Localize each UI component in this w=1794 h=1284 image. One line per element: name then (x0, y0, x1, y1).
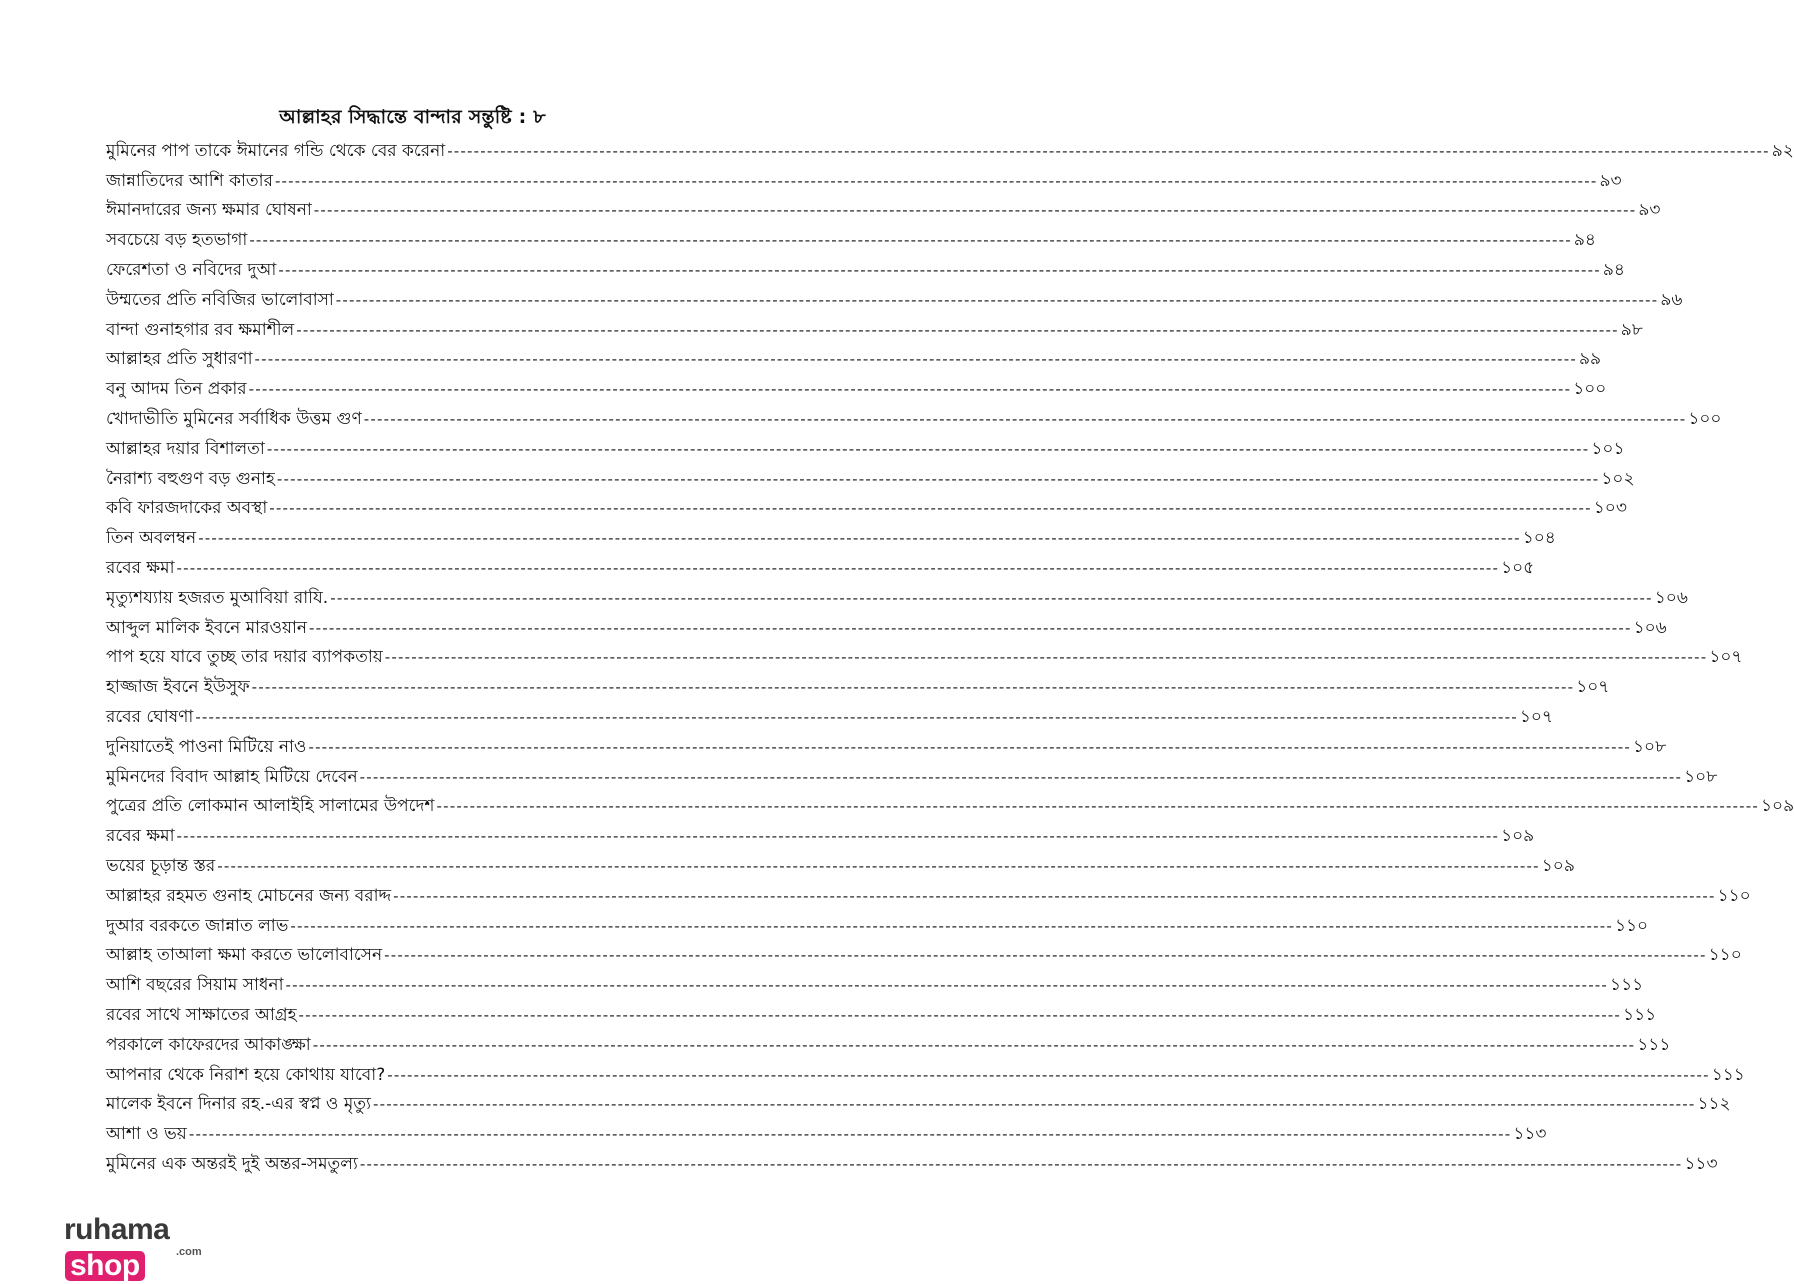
toc-entry-page: ১০৩ (1593, 498, 1627, 519)
toc-entry-title: ঈমানদারের জন্য ক্ষমার ঘোষনা (106, 200, 312, 221)
toc-entry-page: ১১১ (1637, 1034, 1671, 1055)
toc-entry (106, 132, 1794, 162)
publisher-logo (64, 1212, 234, 1282)
toc-entry-title: আল্লাহ তাআলা ক্ষমা করতে ভালোবাসেন (106, 945, 383, 966)
toc-entry-page: ১০০ (1688, 408, 1722, 429)
toc-entry-title: আশা ও ভয় (106, 1124, 187, 1145)
toc-entry (106, 877, 1751, 907)
toc-entry (106, 937, 1742, 967)
toc-leader-dashes: -------------------------------------------------------------------------------------------------------------------------------------------------------------------------------------------------------- (330, 588, 1653, 607)
toc-entry-title: উম্মতের প্রতি নবিজির ভালোবাসা (106, 289, 334, 310)
toc-entry-title: বান্দা গুনাহগার রব ক্ষমাশীল (106, 319, 295, 340)
table-of-contents (106, 132, 1794, 1175)
toc-leader-dashes: -------------------------------------------------------------------------------------------------------------------------------------------------------------------------------------------------------- (308, 737, 1631, 756)
toc-entry (106, 817, 1535, 847)
toc-leader-dashes: -------------------------------------------------------------------------------------------------------------------------------------------------------------------------------------------------------- (372, 1095, 1696, 1114)
toc-entry-page: ১০৮ (1632, 736, 1667, 757)
toc-entry-title: মুমিনের এক অন্তরই দুই অন্তর-সমতুল্য (106, 1153, 358, 1174)
toc-entry-title: দুনিয়াতেই পাওনা মিটিয়ে নাও (106, 736, 307, 757)
toc-entry (106, 1145, 1718, 1175)
toc-entry-title: আল্লাহর রহমত গুনাহ মোচনের জন্য বরাদ্দ (106, 885, 392, 906)
toc-entry (106, 758, 1718, 788)
toc-entry-page: ১০২ (1601, 468, 1635, 489)
toc-entry-title: নৈরাশ্য বহুগুণ বড় গুনাহ (106, 468, 275, 489)
toc-entry (106, 430, 1625, 460)
toc-entry-page: ১০৭ (1576, 677, 1610, 698)
toc-entry-title: মুমিনদের বিবাদ আল্লাহ মিটিয়ে দেবেন (106, 766, 358, 787)
toc-entry-page: ১০৭ (1709, 647, 1743, 668)
toc-entry-page: ৯৪ (1602, 259, 1625, 280)
toc-entry-title: জান্নাতিদের আশি কাতার (106, 170, 273, 191)
toc-leader-dashes: -------------------------------------------------------------------------------------------------------------------------------------------------------------------------------------------------------- (447, 141, 1770, 160)
toc-leader-dashes: -------------------------------------------------------------------------------------------------------------------------------------------------------------------------------------------------------- (176, 827, 1500, 846)
toc-entry-page: ১০৯ (1501, 826, 1535, 847)
toc-leader-dashes: -------------------------------------------------------------------------------------------------------------------------------------------------------------------------------------------------------- (312, 1035, 1636, 1054)
toc-entry-title: আল্লাহর দয়ার বিশালতা (106, 438, 265, 459)
toc-leader-dashes: -------------------------------------------------------------------------------------------------------------------------------------------------------------------------------------------------------- (359, 767, 1683, 786)
toc-entry (106, 549, 1535, 579)
toc-entry-title: দুআর বরকতে জান্নাত লাভ (106, 915, 289, 936)
toc-entry-page: ১০০ (1573, 379, 1607, 400)
toc-entry-page: ১১৩ (1513, 1124, 1547, 1145)
toc-leader-dashes: -------------------------------------------------------------------------------------------------------------------------------------------------------------------------------------------------------- (266, 439, 1590, 458)
toc-leader-dashes: -------------------------------------------------------------------------------------------------------------------------------------------------------------------------------------------------------- (285, 976, 1609, 995)
toc-entry-title: আপনার থেকে নিরাশ হয়ে কোথায় যাবো? (106, 1064, 386, 1085)
toc-entry-page: ৯৩ (1638, 200, 1661, 221)
toc-entry (106, 847, 1575, 877)
toc-entry (106, 490, 1627, 520)
toc-entry-title: মৃত্যুশয্যায় হজরত মুআবিয়া রাযি. (106, 587, 329, 608)
toc-leader-dashes: -------------------------------------------------------------------------------------------------------------------------------------------------------------------------------------------------------- (254, 350, 1578, 369)
toc-entry (106, 996, 1657, 1026)
toc-entry-page: ৯২ (1771, 140, 1794, 161)
toc-entry (106, 907, 1649, 937)
toc-entry-title: খোদাভীতি মুমিনের সর্বাধিক উত্তম গুণ (106, 408, 362, 429)
toc-entry-page: ১০৫ (1501, 557, 1535, 578)
toc-leader-dashes: -------------------------------------------------------------------------------------------------------------------------------------------------------------------------------------------------------- (384, 946, 1707, 965)
toc-entry-title: রবের ঘোষণা (106, 706, 194, 727)
toc-leader-dashes: -------------------------------------------------------------------------------------------------------------------------------------------------------------------------------------------------------- (176, 558, 1500, 577)
toc-entry-page: ৯৬ (1660, 289, 1683, 310)
toc-entry (106, 311, 1643, 341)
toc-entry-title: রবের ক্ষমা (106, 557, 175, 578)
toc-entry-title: সবচেয়ে বড় হতভাগা (106, 230, 248, 251)
toc-leader-dashes: -------------------------------------------------------------------------------------------------------------------------------------------------------------------------------------------------------- (195, 707, 1518, 726)
toc-leader-dashes: -------------------------------------------------------------------------------------------------------------------------------------------------------------------------------------------------------- (296, 320, 1619, 339)
toc-leader-dashes: -------------------------------------------------------------------------------------------------------------------------------------------------------------------------------------------------------- (436, 797, 1760, 816)
toc-entry-page: ১০৯ (1541, 855, 1575, 876)
toc-entry-title: ফেরেশতা ও নবিদের দুআ (106, 259, 277, 280)
toc-entry-page: ১১২ (1697, 1094, 1731, 1115)
toc-leader-dashes: -------------------------------------------------------------------------------------------------------------------------------------------------------------------------------------------------------- (359, 1154, 1683, 1173)
toc-leader-dashes: -------------------------------------------------------------------------------------------------------------------------------------------------------------------------------------------------------- (274, 171, 1598, 190)
toc-entry (106, 400, 1722, 430)
toc-entry-page: ১১০ (1708, 945, 1742, 966)
toc-entry-title: পরকালে কাফেরদের আকাঙ্ক্ষা (106, 1034, 311, 1055)
toc-entry (106, 519, 1556, 549)
toc-entry (106, 370, 1607, 400)
toc-entry (106, 1115, 1547, 1145)
toc-entry-page: ১০৭ (1519, 706, 1553, 727)
toc-entry (106, 639, 1743, 669)
toc-entry (106, 668, 1610, 698)
toc-entry-page: ১০৯ (1761, 796, 1794, 817)
toc-entry (106, 192, 1661, 222)
toc-entry (106, 281, 1683, 311)
toc-leader-dashes: -------------------------------------------------------------------------------------------------------------------------------------------------------------------------------------------------------- (393, 886, 1716, 905)
toc-entry-page: ১১১ (1623, 1004, 1657, 1025)
toc-entry-title: তিন অবলম্বন (106, 528, 197, 549)
toc-entry (106, 221, 1596, 251)
toc-leader-dashes: -------------------------------------------------------------------------------------------------------------------------------------------------------------------------------------------------------- (278, 260, 1601, 279)
logo-text: ruhama (64, 1213, 170, 1246)
toc-leader-dashes: -------------------------------------------------------------------------------------------------------------------------------------------------------------------------------------------------------- (313, 201, 1637, 220)
toc-leader-dashes: -------------------------------------------------------------------------------------------------------------------------------------------------------------------------------------------------------- (198, 529, 1521, 548)
toc-entry-title: মুমিনের পাপ তাকে ঈমানের গন্ডি থেকে বের করেনা (106, 140, 446, 161)
toc-leader-dashes: -------------------------------------------------------------------------------------------------------------------------------------------------------------------------------------------------------- (384, 648, 1708, 667)
toc-entry-title: পুত্রের প্রতি লোকমান আলাইহি সালামের উপদেশ (106, 796, 435, 817)
toc-leader-dashes: -------------------------------------------------------------------------------------------------------------------------------------------------------------------------------------------------------- (276, 469, 1600, 488)
toc-entry-page: ১০৬ (1654, 587, 1688, 608)
toc-entry-title: রবের সাথে সাক্ষাতের আগ্রহ (106, 1004, 297, 1025)
toc-entry-page: ৯৪ (1573, 230, 1596, 251)
page-title: আল্লাহর সিদ্ধান্তে বান্দার সন্তুষ্টি : ৮ (279, 106, 546, 128)
toc-entry-page: ১০৬ (1633, 617, 1667, 638)
toc-leader-dashes: -------------------------------------------------------------------------------------------------------------------------------------------------------------------------------------------------------- (217, 856, 1540, 875)
toc-entry (106, 251, 1625, 281)
toc-entry-title: ভয়ের চূড়ান্ত স্তর (106, 855, 216, 876)
toc-entry-page: ৯৯ (1579, 349, 1602, 370)
logo-domain: .com (176, 1246, 202, 1258)
toc-entry-title: হাজ্জাজ ইবনে ইউসুফ (106, 677, 250, 698)
toc-entry-title: মালেক ইবনে দিনার রহ.-এর স্বপ্ন ও মৃত্যু (106, 1094, 371, 1115)
toc-entry (106, 1056, 1745, 1086)
logo-wordmark (64, 1212, 234, 1284)
toc-entry (106, 966, 1644, 996)
toc-entry-page: ১০১ (1591, 438, 1625, 459)
toc-entry (106, 788, 1794, 818)
toc-entry-page: ৯৩ (1599, 170, 1622, 191)
toc-entry-title: আব্দুল মালিক ইবনে মারওয়ান (106, 617, 308, 638)
toc-leader-dashes: -------------------------------------------------------------------------------------------------------------------------------------------------------------------------------------------------------- (387, 1065, 1710, 1084)
toc-entry (106, 728, 1667, 758)
toc-entry (106, 162, 1622, 192)
toc-leader-dashes: -------------------------------------------------------------------------------------------------------------------------------------------------------------------------------------------------------- (251, 678, 1575, 697)
toc-entry (106, 1086, 1731, 1116)
toc-entry-title: রবের ক্ষমা (106, 826, 175, 847)
toc-entry-title: আল্লাহর প্রতি সুধারণা (106, 349, 253, 370)
toc-leader-dashes: -------------------------------------------------------------------------------------------------------------------------------------------------------------------------------------------------------- (335, 290, 1659, 309)
toc-leader-dashes: -------------------------------------------------------------------------------------------------------------------------------------------------------------------------------------------------------- (363, 409, 1687, 428)
toc-entry-page: ৯৮ (1620, 319, 1643, 340)
toc-entry (106, 460, 1635, 490)
toc-entry-title: কবি ফারজদাকের অবস্থা (106, 498, 268, 519)
toc-entry-page: ১১৩ (1684, 1153, 1718, 1174)
toc-leader-dashes: -------------------------------------------------------------------------------------------------------------------------------------------------------------------------------------------------------- (309, 618, 1632, 637)
toc-leader-dashes: -------------------------------------------------------------------------------------------------------------------------------------------------------------------------------------------------------- (249, 231, 1572, 250)
toc-entry-page: ১০৮ (1684, 766, 1718, 787)
toc-leader-dashes: -------------------------------------------------------------------------------------------------------------------------------------------------------------------------------------------------------- (269, 499, 1592, 518)
toc-leader-dashes: -------------------------------------------------------------------------------------------------------------------------------------------------------------------------------------------------------- (188, 1125, 1512, 1144)
toc-entry (106, 1026, 1671, 1056)
toc-entry (106, 341, 1602, 371)
toc-leader-dashes: -------------------------------------------------------------------------------------------------------------------------------------------------------------------------------------------------------- (290, 916, 1613, 935)
toc-entry-page: ১১০ (1717, 885, 1751, 906)
toc-leader-dashes: -------------------------------------------------------------------------------------------------------------------------------------------------------------------------------------------------------- (298, 1005, 1622, 1024)
toc-entry-page: ১০৪ (1522, 528, 1556, 549)
toc-entry-page: ১১০ (1614, 915, 1649, 936)
toc-entry-page: ১১১ (1711, 1064, 1745, 1085)
toc-entry-title: আশি বছরের সিয়াম সাধনা (106, 975, 284, 996)
toc-entry-page: ১১১ (1610, 975, 1644, 996)
logo-shop-badge: shop (65, 1251, 145, 1281)
toc-entry (106, 698, 1553, 728)
toc-entry (106, 609, 1667, 639)
toc-entry-title: বনু আদম তিন প্রকার (106, 379, 247, 400)
toc-leader-dashes: -------------------------------------------------------------------------------------------------------------------------------------------------------------------------------------------------------- (248, 380, 1572, 399)
toc-entry-title: পাপ হয়ে যাবে তুচ্ছ তার দয়ার ব্যাপকতায় (106, 647, 383, 668)
toc-entry (106, 579, 1688, 609)
